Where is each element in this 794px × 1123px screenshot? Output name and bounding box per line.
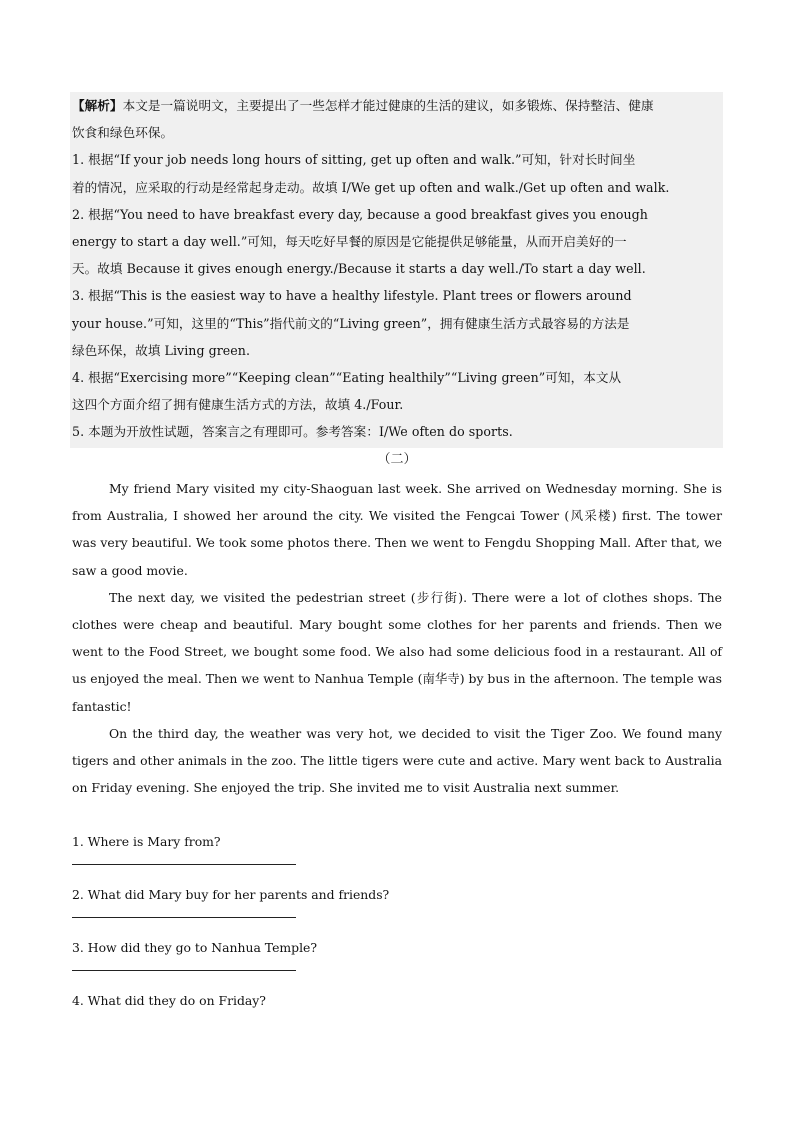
- answer-line[interactable]: [72, 969, 296, 971]
- passage-paragraph: On the third day, the weather was very hot, we decided to visit the Tiger Zoo. We found many tigers and other animals in the zoo. The little tigers were cute and active. Mary went back to Australia on Friday evening. She enjoyed the trip. She invited me to visit Australia next summer.: [72, 725, 722, 796]
- analysis-line: 着的情况，应采取的行动是经常起身走动。故填 I/We get up often and walk./Get up often and walk.: [72, 179, 670, 195]
- analysis-line: [72, 92, 723, 119]
- analysis-block: [70, 92, 723, 448]
- analysis-line: 1. 根据“If your job needs long hours of sitting, get up often and walk.”可知，针对长时间坐: [72, 152, 636, 168]
- analysis-line: 天。故填 Because it gives enough energy./Because it starts a day well./To start a day well.: [72, 261, 646, 277]
- question-list: [72, 829, 722, 1014]
- analysis-line: 这四个方面介绍了拥有健康生活方式的方法，故填 4./Four.: [72, 397, 404, 413]
- analysis-text: 本文是一篇说明文，主要提出了一些怎样才能过健康的生活的建议，如多锻炼、保持整洁、健康: [122, 98, 654, 113]
- analysis-line: energy to start a day well.”可知，每天吃好早餐的原因是它能提供足够能量，从而开启美好的一: [72, 234, 627, 250]
- analysis-line: your house.”可知，这里的“This”指代前文的“Living green”，拥有健康生活方式最容易的方法是: [72, 315, 630, 331]
- answer-line[interactable]: [72, 863, 296, 865]
- question-item: 2. What did Mary buy for her parents and friends?: [72, 887, 390, 902]
- question-item: 3. How did they go to Nanhua Temple?: [72, 940, 318, 955]
- passage-paragraph: My friend Mary visited my city-Shaoguan last week. She arrived on Wednesday morning. She is from Australia, I showed her around the city. We visited the Fengcai Tower (风采楼) first. The tower was very beautiful. We took some photos there. Then we went to Fengdu Shopping Mall. After that, we saw a good movie.: [72, 481, 722, 578]
- analysis-line: 饮食和绿色环保。: [72, 125, 174, 141]
- analysis-line: 2. 根据“You need to have breakfast every day, because a good breakfast gives you enough: [72, 206, 648, 222]
- section-title: （二）: [377, 452, 417, 467]
- analysis-line: 3. 根据“This is the easiest way to have a healthy lifestyle. Plant trees or flowers around: [72, 288, 632, 304]
- passage-paragraph: The next day, we visited the pedestrian street (步行街). There were a lot of clothes shops. The clothes were cheap and beautiful. Mary bought some clothes for her parents and friends. Then we went to the Food Street, we bought some food. We also had some delicious food in a restaurant. All of us enjoyed the meal. Then we went to Nanhua Temple (南华寺) by bus in the afternoon. The temple was fantastic!: [72, 589, 722, 714]
- answer-line[interactable]: [72, 916, 296, 918]
- analysis-line: 5. 本题为开放性试题，答案言之有理即可。参考答案：I/We often do sports.: [72, 424, 513, 440]
- reading-passage: [72, 475, 722, 801]
- analysis-tag: 【解析】: [72, 98, 123, 113]
- analysis-line: 4. 根据“Exercising more”“Keeping clean”“Eating healthily”“Living green”可知，本文从: [72, 370, 622, 386]
- analysis-line: 绿色环保，故填 Living green.: [72, 342, 251, 358]
- question-item: 4. What did they do on Friday?: [72, 993, 266, 1008]
- question-item: 1. Where is Mary from?: [72, 834, 221, 849]
